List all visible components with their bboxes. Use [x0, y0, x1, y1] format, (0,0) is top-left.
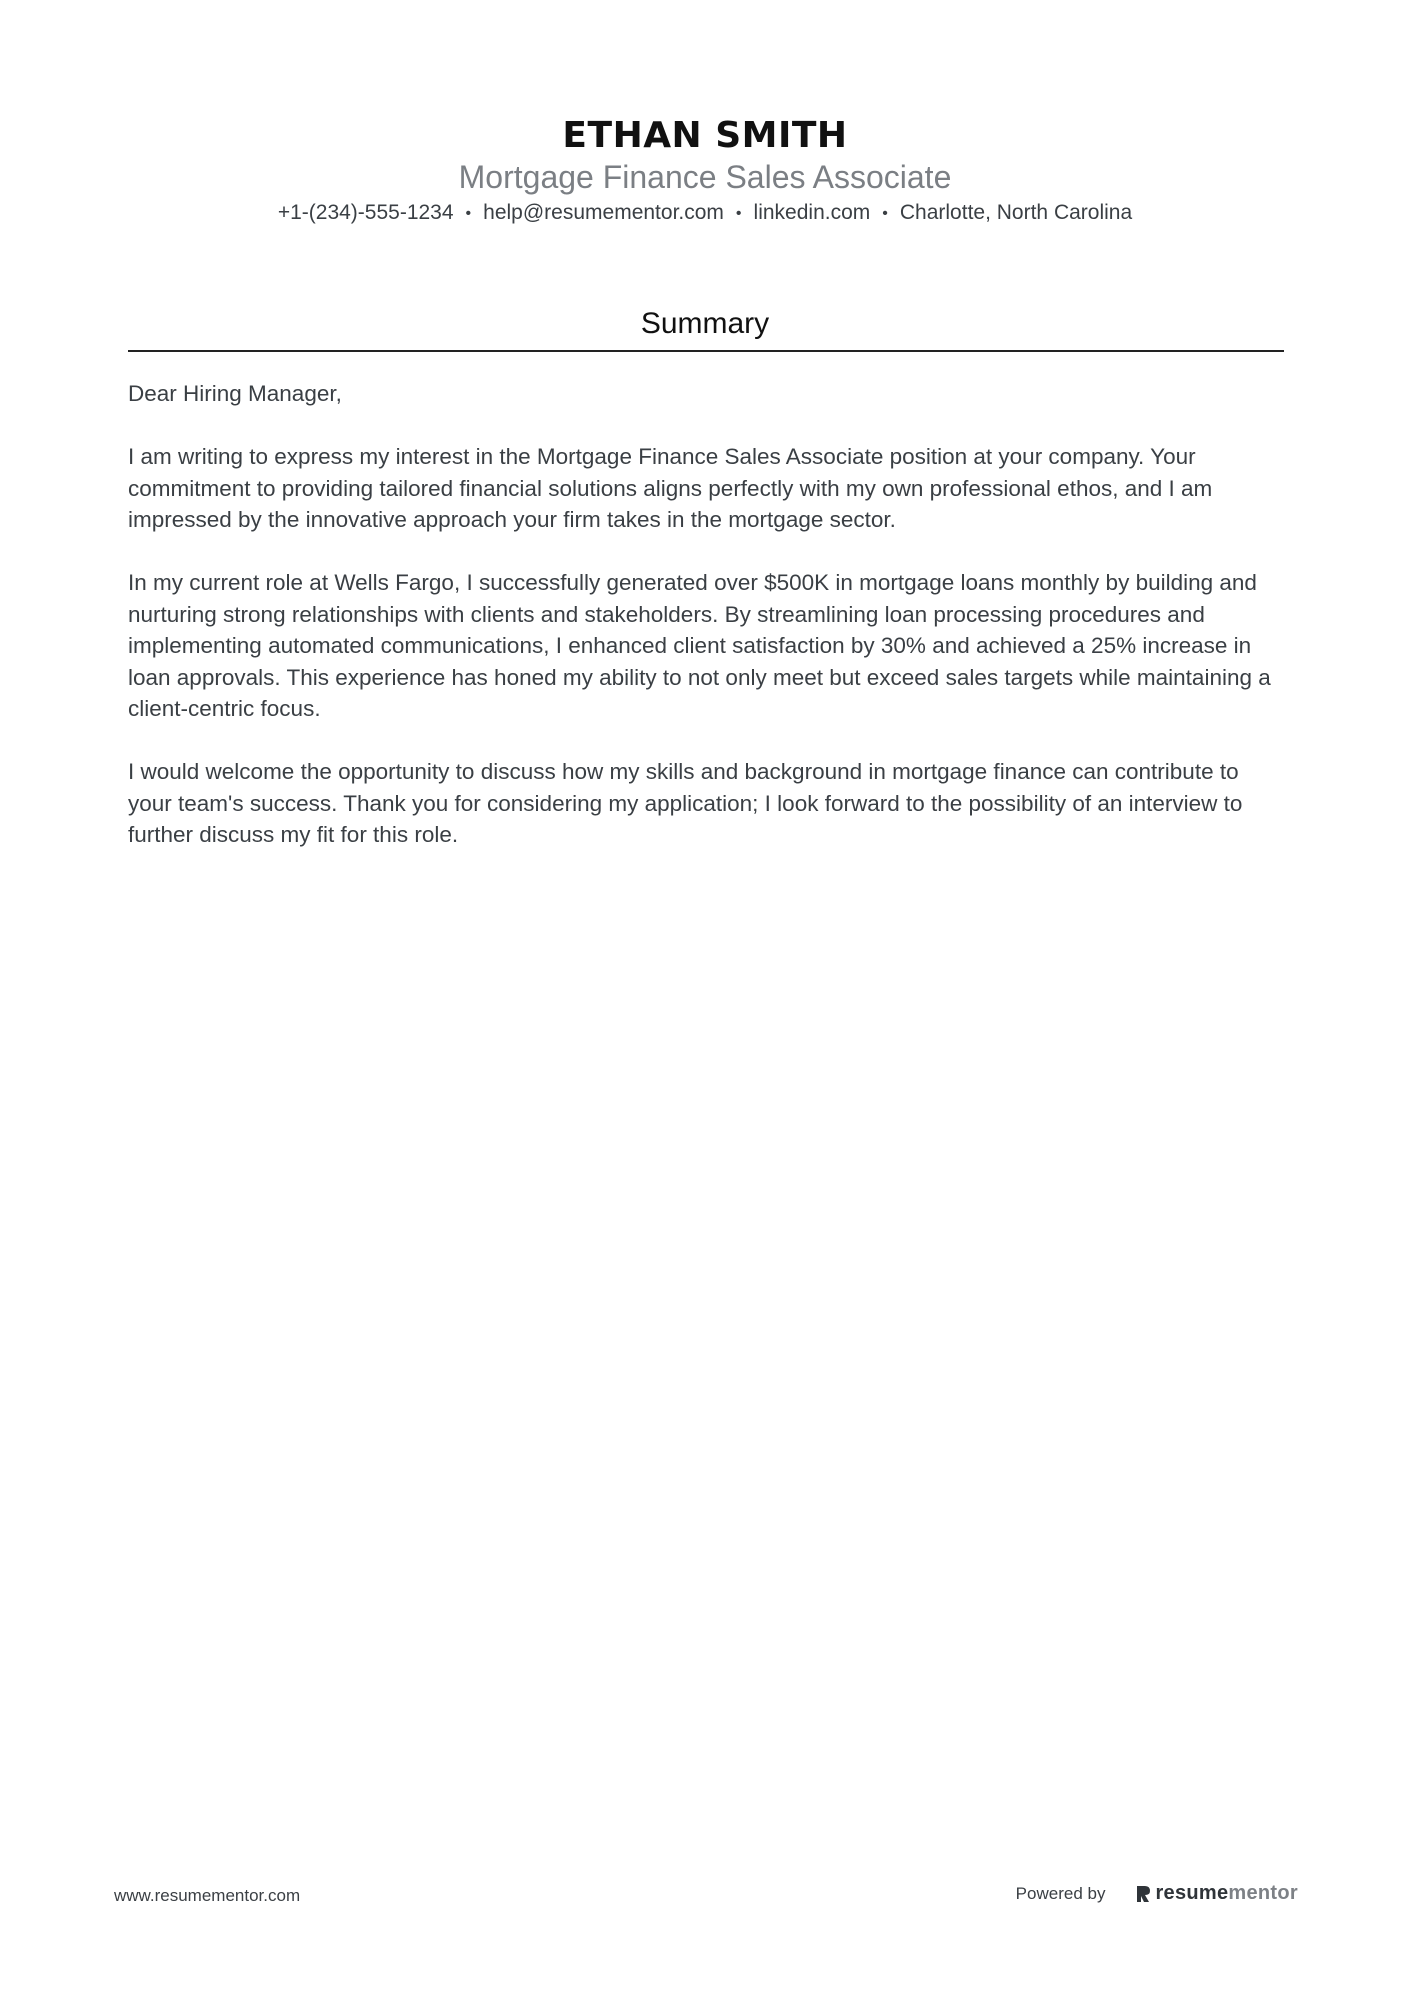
letter-paragraph-1: I am writing to express my interest in the Mortgage Finance Sales Associate position at your company. Your commitment to providing tailored financial solutions aligns perfectly with my own professional ethos, and I am impressed by the innovative approach your firm takes in the mortgage sector. [128, 444, 1213, 532]
footer-website[interactable]: www.resumementor.com [114, 1886, 301, 1905]
contact-separator: • [465, 205, 472, 222]
contact-phone: +1-(234)-555-1234 [277, 201, 454, 224]
letter-paragraph-3: I would welcome the opportunity to discuss how my skills and background in mortgage finance can contribute to your team's success. Thank you for considering my application; I look forward to the possibility of an interview to further discuss my fit for this role. [128, 759, 1243, 847]
contact-line [0, 198, 1410, 229]
contact-website[interactable]: linkedin.com [753, 201, 871, 224]
resumementor-logo[interactable] [1135, 1882, 1298, 1905]
letter-paragraph-2: In my current role at Wells Fargo, I successfully generated over $500K in mortgage loans monthly by building and nurturing strong relationships with clients and stakeholders. By streamlining loan processing procedures and implementing automated communications, I enhanced client satisfaction by 30% and achieved a 25% increase in loan approvals. This experience has honed my ability to not only meet but exceed sales targets while maintaining a client-centric focus. [128, 570, 1271, 721]
brand-text-mentor: mentor [1228, 1882, 1298, 1904]
candidate-name: ETHAN SMITH [562, 115, 848, 156]
brand-text-resume: resume [1155, 1882, 1229, 1904]
letter-greeting: Dear Hiring Manager, [128, 381, 342, 406]
contact-location: Charlotte, North Carolina [899, 201, 1133, 224]
header [0, 112, 1410, 229]
section-divider [128, 350, 1284, 352]
job-title: Mortgage Finance Sales Associate [458, 159, 952, 195]
resumementor-logo-icon [1135, 1884, 1151, 1904]
contact-separator: • [735, 205, 742, 222]
contact-separator: • [882, 205, 888, 222]
powered-by-label: Powered by [1015, 1883, 1106, 1903]
contact-email[interactable]: help@resumementor.com [483, 201, 724, 224]
footer-branding [1016, 1882, 1298, 1905]
letter-body [128, 378, 1288, 882]
section-title-summary: Summary [640, 307, 770, 340]
